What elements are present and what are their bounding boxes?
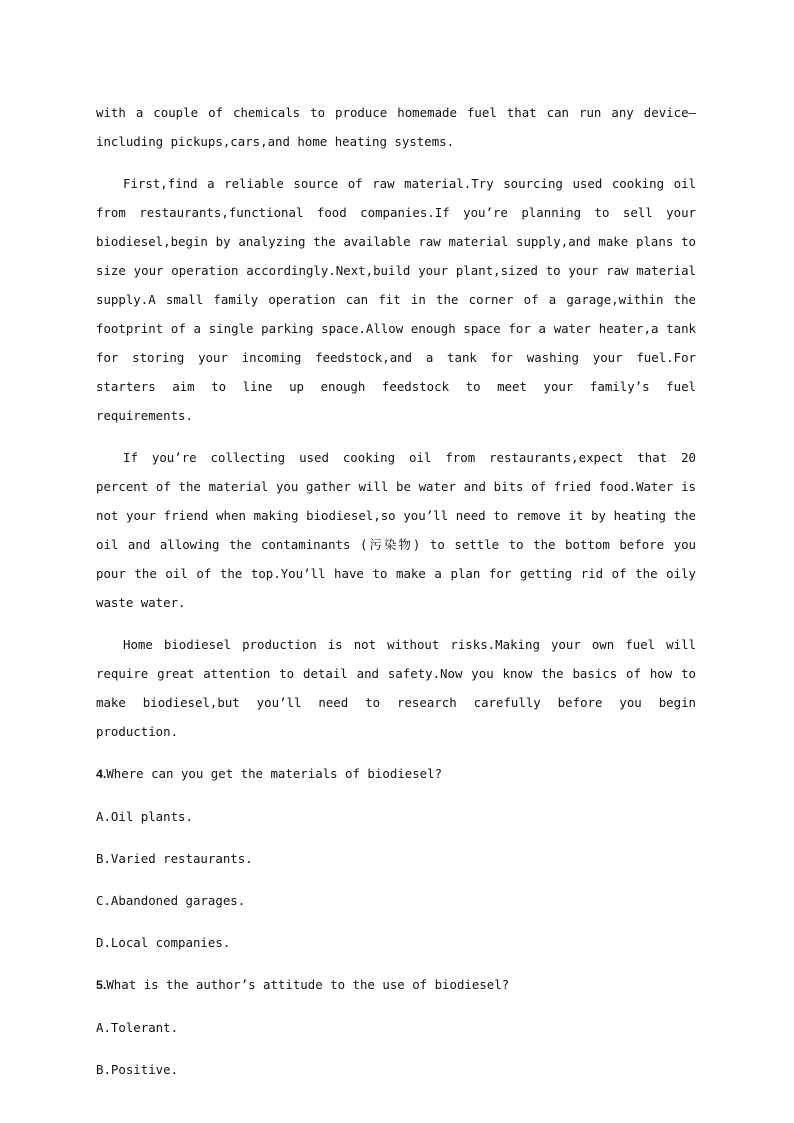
question-5 bbox=[96, 970, 696, 1084]
passage-paragraph-0: with a couple of chemicals to produce homemade fuel that can run any device—including pickups,cars,and home heating systems. bbox=[96, 105, 696, 149]
answer-option-a: A.Oil plants. bbox=[96, 809, 193, 824]
answer-option-b: B.Varied restaurants. bbox=[96, 851, 253, 866]
passage-paragraph-1: First,find a reliable source of raw material.Try sourcing used cooking oil from restaurants,functional food companies.If you’re planning to sell your biodiesel,begin by analyzing the available raw material supply,and make plans to size your operation accordingly.Next,build your plant,sized to your raw material supply.A small family operation can fit in the corner of a garage,within the footprint of a single parking space.Allow enough space for a water heater,a tank for storing your incoming feedstock,and a tank for washing your fuel.For starters aim to line up enough feedstock to meet your family’s fuel requirements. bbox=[96, 176, 696, 423]
answer-option-a: A.Tolerant. bbox=[96, 1020, 179, 1035]
question-stem bbox=[96, 970, 696, 1000]
question-number: 5. bbox=[96, 978, 107, 992]
document-page bbox=[96, 98, 696, 1084]
answer-option-c: C.Abandoned garages. bbox=[96, 893, 246, 908]
question-text: Where can you get the materials of biodiesel? bbox=[106, 766, 443, 781]
question-number: 4. bbox=[96, 767, 107, 781]
answer-option-d: D.Local companies. bbox=[96, 935, 231, 950]
answer-option-b: B.Positive. bbox=[96, 1062, 179, 1077]
question-4 bbox=[96, 759, 696, 957]
question-text: What is the author’s attitude to the use of biodiesel? bbox=[106, 977, 510, 992]
passage-paragraph-3: Home biodiesel production is not without risks.Making your own fuel will require great attention to detail and safety.Now you know the basics of how to make biodiesel,but you’ll need to research carefully before you begin production. bbox=[96, 637, 696, 739]
passage-paragraph-2: If you’re collecting used cooking oil from restaurants,expect that 20 percent of the material you gather will be water and bits of fried food.Water is not your friend when making biodiesel,so you’ll need to remove it by heating the oil and allowing the contaminants (污染物) to settle to the bottom before you pour the oil of the top.You’ll have to make a plan for getting rid of the oily waste water. bbox=[96, 450, 696, 610]
question-stem bbox=[96, 759, 696, 789]
